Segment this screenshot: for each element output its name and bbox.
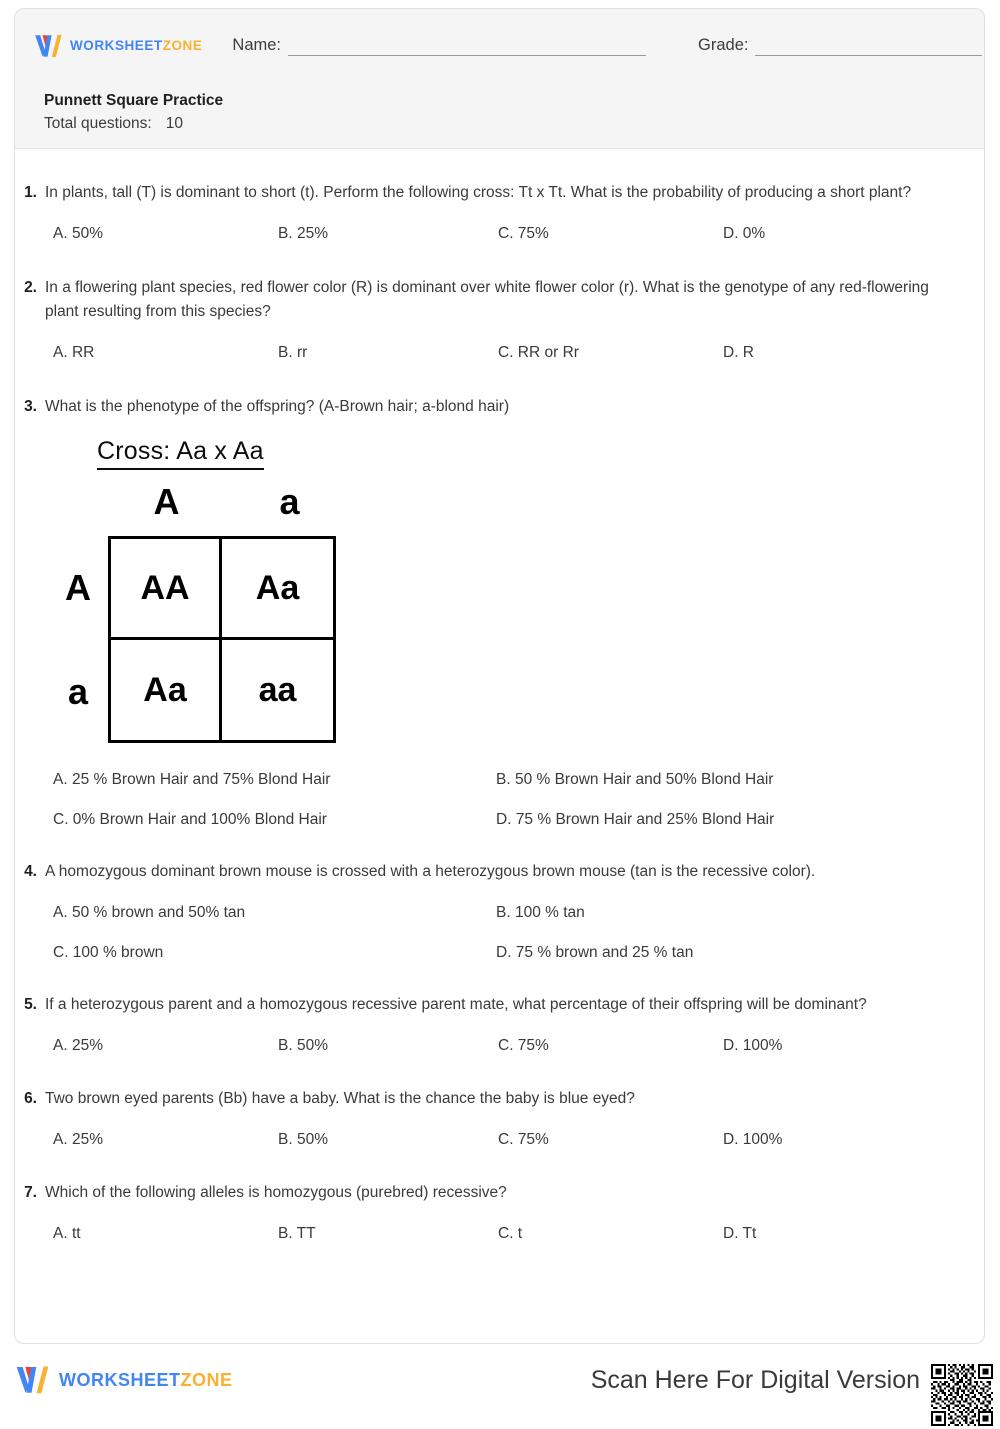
question-7-head (15, 1181, 954, 1205)
question-6-option-b[interactable]: B. 50% (278, 1131, 328, 1149)
footer-brand-name-primary: WORKSHEET (59, 1370, 181, 1390)
question-3-head (15, 395, 954, 419)
brand-logo-text (70, 39, 202, 53)
punnett-row-header-2: a (67, 671, 89, 713)
brand-name-primary: WORKSHEET (70, 38, 163, 54)
question-3-option-b[interactable]: B. 50 % Brown Hair and 50% Blond Hair (496, 771, 774, 789)
punnett-cell-2: Aa (222, 539, 333, 640)
qr-code-icon (931, 1364, 993, 1426)
question-6-option-a[interactable]: A. 25% (53, 1131, 103, 1149)
page-title: Punnett Square Practice (44, 92, 224, 109)
question-1-options (53, 222, 954, 246)
question-4-option-a[interactable]: A. 50 % brown and 50% tan (53, 904, 246, 922)
question-4-options-row2 (53, 941, 954, 965)
footer-brand-logo (14, 1364, 233, 1396)
question-3-option-a[interactable]: A. 25 % Brown Hair and 75% Blond Hair (53, 771, 331, 789)
question-3-options-row1 (53, 768, 954, 792)
punnett-row-headers (53, 536, 103, 744)
question-6-text: Two brown eyed parents (Bb) have a baby. What is the chance the baby is blue eyed? (45, 1090, 635, 1108)
name-label: Name: (232, 36, 282, 54)
question-6-option-c[interactable]: C. 75% (498, 1131, 549, 1149)
punnett-cell-1: AA (111, 539, 222, 640)
brand-logo (33, 33, 202, 59)
question-4 (15, 860, 984, 965)
question-4-text: A homozygous dominant brown mouse is crossed with a heterozygous brown mouse (tan is the recessive color). (45, 863, 816, 881)
question-7-option-d[interactable]: D. Tt (723, 1225, 757, 1243)
punnett-cells (108, 536, 336, 743)
punnett-col-header-2: a (279, 481, 300, 523)
question-6-number: 6. (24, 1090, 37, 1108)
question-5-option-a[interactable]: A. 25% (53, 1037, 103, 1055)
question-7-option-c[interactable]: C. t (498, 1225, 523, 1243)
question-3 (15, 395, 984, 832)
question-5-text: If a heterozygous parent and a homozygous recessive parent mate, what percentage of their offspring will be dominant? (45, 996, 867, 1014)
question-6-options (53, 1128, 954, 1152)
scan-prompt-text: Scan Here For Digital Version (590, 1366, 920, 1394)
question-4-number: 4. (24, 863, 37, 881)
question-5-option-b[interactable]: B. 50% (278, 1037, 328, 1055)
question-7-text: Which of the following alleles is homozygous (purebred) recessive? (45, 1184, 507, 1202)
questions-list (15, 149, 984, 1246)
question-7-number: 7. (24, 1184, 37, 1202)
question-1-number: 1. (24, 184, 37, 201)
question-1-option-d[interactable]: D. 0% (723, 225, 766, 243)
punnett-cell-3: Aa (111, 640, 222, 741)
question-5-option-c[interactable]: C. 75% (498, 1037, 549, 1055)
question-3-number: 3. (24, 398, 37, 416)
grade-label: Grade: (698, 36, 749, 54)
worksheet-zone-logo-icon (33, 33, 63, 59)
question-2-head (15, 276, 954, 324)
question-7 (15, 1181, 984, 1246)
question-3-option-c[interactable]: C. 0% Brown Hair and 100% Blond Hair (53, 811, 327, 829)
question-5-options (53, 1034, 954, 1058)
grade-input-line[interactable] (755, 38, 982, 56)
worksheet-meta (44, 89, 223, 137)
question-4-option-b[interactable]: B. 100 % tan (496, 904, 585, 922)
question-2-option-c[interactable]: C. RR or Rr (498, 344, 579, 362)
worksheet-card (14, 8, 985, 1344)
total-questions-count: 10 (165, 115, 183, 133)
question-6-option-d[interactable]: D. 100% (723, 1131, 783, 1149)
question-1-option-c[interactable]: C. 75% (498, 225, 549, 243)
footer-brand-name-secondary: ZONE (180, 1370, 233, 1390)
question-4-option-d[interactable]: D. 75 % brown and 25 % tan (496, 944, 694, 962)
total-questions (44, 112, 223, 137)
question-2-option-a[interactable]: A. RR (53, 344, 95, 362)
question-1-text: In plants, tall (T) is dominant to short (t). Perform the following cross: Tt x Tt. What is the probability of producing a short plant? (45, 184, 912, 201)
question-3-options-row2 (53, 808, 954, 832)
punnett-column-headers (110, 481, 387, 523)
punnett-row-header-1: A (65, 567, 91, 609)
header-identity-row (33, 33, 966, 59)
question-4-options-row1 (53, 901, 954, 925)
footer-brand-logo-text (59, 1371, 233, 1389)
worksheet-zone-logo-icon (14, 1364, 50, 1396)
question-6 (15, 1087, 984, 1152)
brand-name-secondary: ZONE (162, 38, 203, 54)
question-1-head (15, 181, 954, 205)
question-7-option-b[interactable]: B. TT (278, 1225, 316, 1243)
question-7-option-a[interactable]: A. tt (53, 1225, 81, 1243)
grade-field[interactable] (698, 36, 982, 56)
question-2-option-d[interactable]: D. R (723, 344, 754, 362)
punnett-square-grid (53, 481, 387, 744)
question-1 (15, 181, 984, 246)
question-3-option-d[interactable]: D. 75 % Brown Hair and 25% Blond Hair (496, 811, 775, 829)
total-questions-label: Total questions: (44, 115, 152, 133)
question-2-text: In a flowering plant species, red flower color (R) is dominant over white flower color (r). What is the genotype of any red-flowering plant resulting from this species? (45, 279, 929, 321)
question-4-head (15, 860, 954, 884)
question-5 (15, 993, 984, 1058)
punnett-square-diagram (53, 437, 473, 744)
punnett-col-header-1: A (153, 481, 180, 523)
name-field[interactable] (232, 36, 646, 56)
question-1-option-b[interactable]: B. 25% (278, 225, 328, 243)
question-2-option-b[interactable]: B. rr (278, 344, 308, 362)
worksheet-footer (0, 1352, 1000, 1414)
name-input-line[interactable] (288, 38, 646, 56)
worksheet-header (15, 9, 984, 149)
question-5-option-d[interactable]: D. 100% (723, 1037, 783, 1055)
punnett-square-title: Cross: Aa x Aa (97, 437, 264, 470)
question-7-options (53, 1222, 954, 1246)
question-5-number: 5. (24, 996, 37, 1014)
question-3-text: What is the phenotype of the offspring? (A-Brown hair; a-blond hair) (45, 398, 510, 416)
question-1-option-a[interactable]: A. 50% (53, 225, 103, 243)
question-5-head (15, 993, 954, 1017)
question-2-options (53, 341, 954, 365)
question-4-option-c[interactable]: C. 100 % brown (53, 944, 164, 962)
question-6-head (15, 1087, 954, 1111)
question-2 (15, 276, 984, 365)
question-2-number: 2. (24, 279, 37, 297)
punnett-cell-4: aa (258, 670, 297, 709)
qr-code[interactable] (928, 1361, 996, 1429)
